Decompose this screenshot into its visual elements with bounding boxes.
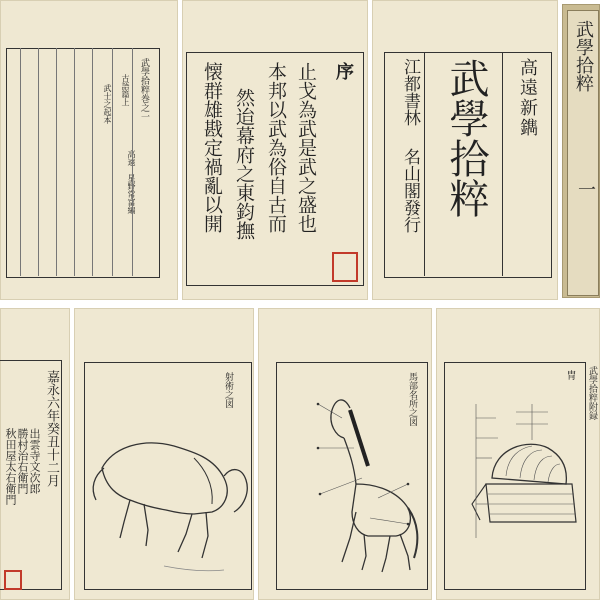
author-line: 高遠新鐫 xyxy=(517,58,538,138)
horse-leg xyxy=(342,512,356,562)
publisher-name: 名山閣發行 xyxy=(400,148,420,233)
red-seal xyxy=(4,570,22,590)
red-seal xyxy=(332,252,358,282)
colophon-date: 嘉永六年癸丑十二月 xyxy=(44,370,59,487)
preface-column-3: 然迨幕府之東鈞撫 xyxy=(233,88,255,240)
preface-column-1: 止戈為武是武之盛也 xyxy=(295,62,317,233)
appendix-header: 武學拾粹附録 xyxy=(587,366,597,420)
colophon-publisher-2: 勝村治右衛門 xyxy=(16,428,29,494)
neck-guard xyxy=(486,484,576,522)
volume-one-page xyxy=(0,0,178,300)
side-flap xyxy=(472,484,486,520)
text-rule xyxy=(132,48,133,276)
text-rule xyxy=(92,48,93,276)
volume-one-section: 古語篇上 xyxy=(121,74,130,106)
publisher-city: 江都書林 xyxy=(400,58,420,126)
text-rule xyxy=(56,48,57,276)
horse-leg xyxy=(382,536,390,572)
helmet-bowl xyxy=(492,444,566,484)
volume-one-title: 武學拾粹巻之一 xyxy=(139,58,149,121)
colophon-page xyxy=(0,308,70,600)
horse-leg xyxy=(362,534,366,570)
horse-plate-right xyxy=(258,308,432,600)
horse-leg xyxy=(144,504,148,546)
horse-leg xyxy=(400,534,410,570)
horse-illustration xyxy=(74,308,254,600)
horse-plate-left xyxy=(74,308,254,600)
horse-head xyxy=(331,400,350,438)
horse-mane xyxy=(194,458,212,504)
horse-tail xyxy=(93,468,104,500)
plate-caption: 射術之図 xyxy=(223,372,233,408)
text-rule xyxy=(20,48,21,276)
preface-column-2: 本邦以武為俗自古而 xyxy=(265,62,287,233)
horse-anatomy-illustration xyxy=(258,308,432,600)
horse-leg xyxy=(120,500,130,538)
ground-line xyxy=(164,566,224,571)
cover-volume: 一 xyxy=(575,180,596,198)
horse-mane xyxy=(350,410,368,466)
colophon-publisher-3: 秋田屋太右衛門 xyxy=(4,428,17,505)
text-rule xyxy=(74,48,75,276)
title-page xyxy=(372,0,558,300)
colophon-publisher-1: 出雲寺文次郎 xyxy=(28,428,41,494)
preface-heading: 序 xyxy=(333,62,354,80)
horse-neck xyxy=(344,438,356,484)
label-tree xyxy=(476,404,548,538)
helmet-illustration xyxy=(436,308,600,600)
title-divider xyxy=(424,52,425,276)
horse-body xyxy=(352,484,410,536)
volume-one-entry-heading: 武士之起本 xyxy=(103,84,112,124)
plate-caption: 馬部名所之図 xyxy=(407,372,417,426)
book-cover xyxy=(562,4,600,298)
armor-plate xyxy=(436,308,600,600)
horse-tail xyxy=(408,508,417,558)
cover-title: 武學拾粹 xyxy=(573,20,594,92)
text-rule xyxy=(38,48,39,276)
lamellae-lines xyxy=(488,494,576,514)
book-title: 武學拾粹 xyxy=(443,58,489,218)
text-rule xyxy=(112,48,113,276)
horse-leg xyxy=(178,514,192,552)
armor-label: 冑 xyxy=(564,370,575,380)
preface-column-4: 懐群雄戡定禍亂以開 xyxy=(201,62,223,233)
title-divider xyxy=(502,52,503,276)
volume-one-editor: 高遠 星野常富編 xyxy=(127,150,136,214)
preface-page xyxy=(182,0,368,300)
helmet-ribs xyxy=(506,446,560,482)
horse-leg xyxy=(202,512,208,558)
